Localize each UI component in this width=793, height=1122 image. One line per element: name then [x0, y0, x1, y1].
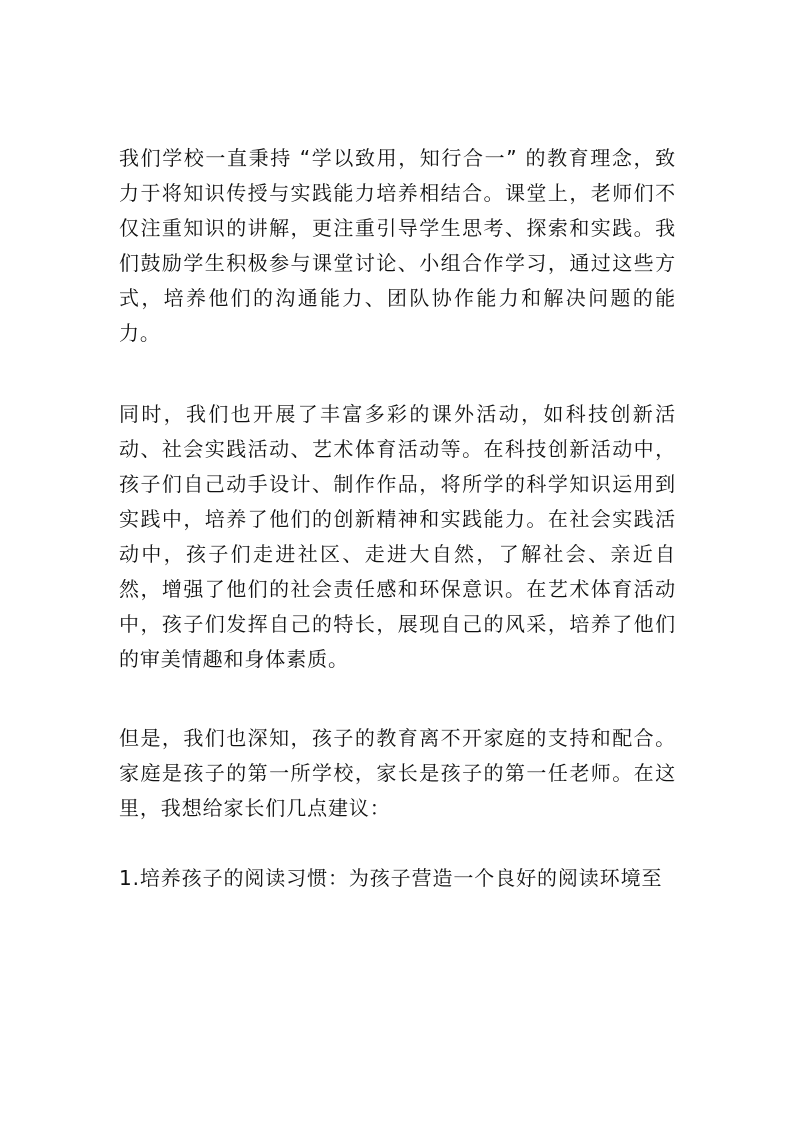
paragraph-spacer — [119, 351, 676, 397]
paragraph-family-support: 但是，我们也深知，孩子的教育离不开家庭的支持和配合。家庭是孩子的第一所学校，家长是孩子的第一任老师。在这里，我想给家长们几点建议： — [119, 726, 676, 820]
paragraph-extracurricular-activities: 同时，我们也开展了丰富多彩的课外活动，如科技创新活动、社会实践活动、艺术体育活动等。在科技创新活动中，孩子们自己动手设计、制作作品，将所学的科学知识运用到实践中，培养了他们的创新精神和实践能力。在社会实践活动中，孩子们走进社区、走进大自然，了解社会、亲近自然，增强了他们的社会责任感和环保意识。在艺术体育活动中，孩子们发挥自己的特长，展现自己的风采，培养了他们的审美情趣和身体素质。 — [119, 402, 676, 671]
paragraph-education-philosophy: 我们学校一直秉持 “学以致用，知行合一” 的教育理念，致力于将知识传授与实践能力培养相结合。课堂上，老师们不仅注重知识的讲解，更注重引导学生思考、探索和实践。我们鼓励学生积极参与课堂讨论、小组合作学习，通过这些方式，培养他们的沟通能力、团队协作能力和解决问题的能力。 — [119, 146, 676, 345]
paragraph-spacer — [119, 677, 676, 721]
paragraph-spacer — [119, 826, 676, 861]
list-item-suggestion-1: 1.培养孩子的阅读习惯：为孩子营造一个良好的阅读环境至 — [119, 866, 663, 890]
document-body — [119, 141, 676, 896]
